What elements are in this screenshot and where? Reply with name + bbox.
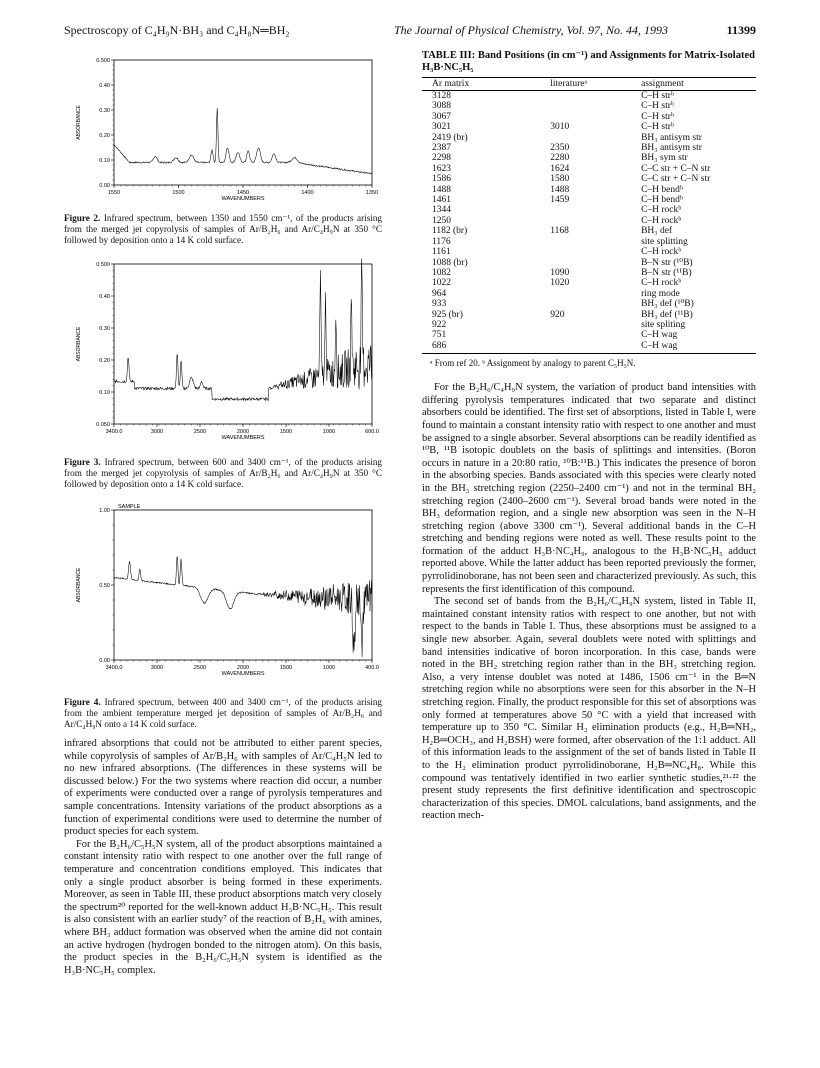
table-cell: 964	[432, 288, 447, 299]
paragraph: For the B₂H₆/C₄H₉N system, the variation of product band intensities with differing pyrolysis temperatures indicated that two separate and distinct absorbers could be identified. The first set of absorptions, listed in Table I, were found to maintain a constant intensity ratio with respect to one another and must be assigned to a single absorber. Several absorptions can be readily identified as ¹⁰B, ¹¹B isotopic doublets on the basis of splittings and intensities. (Boron occurs in nature in a 20:80 ratio, ¹⁰B:¹¹B.) This indicates the presence of boron in the absorbing species. Bands associated with this species were clearly noted in the BH₃ stretching region (2250–2400 cm⁻¹) and not in the terminal BH₂ stretching region (2400–2600 cm⁻¹). Several broad bands were noted in the BH₃ deformation region, and a single new absorption was seen in the N–H stretching region (above 3300 cm⁻¹). Several additional bands in the C–H stretching and bending regions were noted as well. These results point to the formation of the adduct H₃B·NC₄H₉, analogous to the H₃B·NC₅H₅ adduct reported above. While the latter adduct has been reported previously the former, pyrrolidinoborane, has not been seen and characterized previously. As such, this represents the first identification of this compound.	[422, 382, 756, 595]
table-cell: C–H bendᵇ	[641, 184, 683, 195]
x-tick-label: 2500	[193, 665, 207, 671]
y-tick-label: 0.20	[99, 133, 110, 139]
y-tick-label: 0.00	[99, 658, 110, 664]
table-cell	[542, 101, 629, 111]
x-axis-label: WAVENUMBERS	[221, 196, 265, 202]
table-cell: C–H rockᵇ	[641, 215, 682, 226]
header-left: Spectroscopy of C₄H₉N·BH₃ and C₄H₈N═BH₂	[64, 23, 290, 37]
y-tick-label: 0.10	[99, 390, 110, 396]
figure-4-caption: Figure 4. Infrared spectrum, between 400 and 3400 cm⁻¹, of the products arising from the ambient temperature merged jet deposition of samples of Ar/B₂H₆ and Ar/C₄H₉N onto a 14 K cold surface.	[64, 697, 383, 729]
table-cell: B–N str (¹¹B)	[641, 267, 692, 278]
y-tick-label: 0.500	[96, 262, 110, 268]
table-cell: 925 (br)	[432, 309, 463, 320]
table-title: TABLE III: Band Positions (in cm⁻¹) and Assignments for Matrix-Isolated H₃B·NC₅H₅	[422, 50, 755, 73]
table-row	[422, 258, 756, 268]
table-row	[422, 216, 756, 226]
table-row	[422, 299, 756, 309]
table-row	[422, 195, 756, 205]
running-header	[64, 23, 756, 41]
table-cell: C–H rockᵇ	[641, 278, 682, 289]
y-tick-label: 0.30	[99, 326, 110, 332]
table-cell	[542, 341, 629, 354]
table-cell: BH₃ antisym str	[641, 132, 702, 143]
table-row	[422, 341, 756, 354]
table-cell: BH₃ def (¹⁰B)	[641, 299, 694, 310]
table-cell	[542, 205, 629, 215]
table-cell	[542, 216, 629, 226]
table-cell: 920	[550, 309, 565, 320]
figure-2-spectrum	[64, 50, 382, 210]
table-row	[422, 247, 756, 257]
table-cell: 1090	[550, 267, 570, 278]
col-header: assignment	[629, 78, 756, 91]
sample-label: SAMPLE	[118, 504, 141, 510]
x-tick-label: 1500	[279, 665, 293, 671]
table-row	[422, 237, 756, 247]
table-row	[422, 112, 756, 122]
paragraph: For the B₂H₆/C₅H₅N system, all of the product absorptions maintained a constant intensity ratio with respect to one another over the full range of temperature and concentration conditions employed. This indicates that only a single product absorber is being formed in these experiments. Moreover, as seen in Table III, these product absorptions match very closely the spectrum²⁰ reported for the well-known adduct H₃B·NC₅H₅. This result is also consistent with an earlier study⁷ of the reaction of B₂H₆ with amines, where BH₃ adduct formation was observed when the amine did not contain an active hydrogen (hydrogen bonded to the nitrogen atom). On this basis, the product species in the B₂H₆/C₅H₅N system is identified as the H₃B·NC₅H₅ complex.	[64, 838, 382, 976]
journal-name: The Journal of Physical Chemistry, Vol. 97, No. 44, 1993	[394, 23, 668, 37]
table-footnote: ᵃ From ref 20. ᵇ Assignment by analogy to parent C₅H₅N.	[430, 358, 636, 369]
table-cell: 2350	[550, 143, 570, 154]
table-row	[422, 153, 756, 163]
paragraph: infrared absorptions that could not be attributed to either parent species, while copyrolysis of samples of Ar/B₂H₆ with samples of Ar/C₄H₅N led to no new infrared absorptions. (The differences in these systems will be discussed below.) For the two systems where reaction did occur, a number of experiments were conducted over a range of pyrolysis temperatures and sample concentrations. Intensity variations of the product absorptions as a function of experimental conditions were used to determine the number of product species for each system.	[64, 738, 382, 838]
table-cell: 2298	[432, 153, 451, 164]
table-cell	[542, 112, 629, 122]
table-cell: C–H rockᵇ	[641, 205, 682, 216]
table-cell: 1168	[550, 226, 569, 237]
paragraph: The second set of bands from the B₂H₆/C₄H₉N system, listed in Table II, maintained constant intensity ratios with respect to one another, but not with respect to the bands in Table I. Thus, these absorptions must be assigned to a single new absorber. Again, several doublets were noted with splittings and band intensities indicative of boron incorporation. In this case, bands were noted in the BH₂ stretching region rather than in the BH₃ stretching region. Also, a very intense doublet was noted at 1486, 1506 cm⁻¹ in the B═N stretching region while no absorptions were seen for this absorber in the N–H stretching region. Finally, the product responsible for this set of absorptions was only formed at temperatures above 50 °C with a yield that increased with temperature up to 350 °C. Similar H₂ elimination products (e.g., H₂B═NH₂, H₂B═OCH₃, and H₂BSH) were formed, after observation of the 1:1 adduct. All of this information leads to the assignment of the set of bands listed in Table II to the H₂ elimination product pyrrolidinoborane, H₂B═NC₄H₈. While this compound was tentatively identified in two earlier synthetic studies,²¹·²² the present study represents the first definitive identification and spectroscopic characterization of this species. DMOL calculations, band assignments, and the reaction mech-	[422, 596, 756, 822]
table-cell	[542, 247, 629, 257]
table-cell	[542, 289, 629, 299]
table-cell: 1161	[432, 247, 451, 258]
right-body-text	[422, 382, 756, 823]
left-column	[64, 50, 382, 977]
y-tick-label: 0.40	[99, 83, 110, 89]
x-tick-label: 2000	[236, 665, 250, 671]
table-cell: 1182 (br)	[432, 226, 468, 237]
x-tick-label: 3000	[150, 429, 164, 435]
y-axis-label: ABSORBANCE	[76, 105, 82, 140]
table-cell: C–H wag	[641, 330, 678, 341]
table-cell: 751	[432, 330, 447, 341]
y-tick-label: 0.050	[96, 422, 110, 428]
x-tick-label: 3400.0	[105, 429, 123, 435]
table-cell: 2419 (br)	[432, 132, 468, 143]
table-cell: 1020	[550, 278, 570, 289]
table-row	[422, 320, 756, 330]
table-row	[422, 278, 756, 288]
y-tick-label: 0.20	[99, 358, 110, 364]
table-cell: 1459	[550, 195, 570, 206]
table-cell: C–C str + C–N str	[641, 163, 711, 174]
y-tick-label: 0.500	[96, 58, 110, 64]
y-tick-label: 0.50	[99, 583, 110, 589]
table-row	[422, 289, 756, 299]
y-tick-label: 0.40	[99, 294, 110, 300]
table-cell	[542, 133, 629, 143]
x-tick-label: 1000	[322, 665, 336, 671]
x-tick-label: 1550	[107, 190, 121, 196]
x-tick-label: 1350	[365, 190, 379, 196]
x-tick-label: 2500	[193, 429, 207, 435]
table-cell: C–C str + C–N str	[641, 174, 711, 185]
table-cell: 3088	[432, 101, 451, 112]
table-cell: 3010	[550, 122, 570, 133]
table-cell: 922	[432, 319, 447, 330]
table-cell: 3128	[432, 91, 451, 101]
table-header-row	[422, 78, 756, 91]
y-tick-label: 0.10	[99, 158, 110, 164]
x-tick-label: 1500	[172, 190, 185, 196]
figure-2-caption: Figure 2. Infrared spectrum, between 1350 and 1550 cm⁻¹, of the products arising from the merged jet copyrolysis of samples of Ar/B₂H₆ and Ar/C₄H₉N at 350 °C followed by deposition onto a 14 K cold surface.	[64, 213, 383, 245]
table-row	[422, 268, 756, 278]
table-cell: 2387	[432, 143, 451, 154]
table-cell: B–N str (¹⁰B)	[641, 257, 693, 268]
table-cell: BH₃ def	[641, 226, 673, 237]
table-cell: ring mode	[641, 288, 680, 299]
table-row	[422, 330, 756, 340]
left-body-text	[64, 738, 382, 977]
table-cell: 3021	[432, 122, 451, 133]
x-tick-label: 2000	[236, 429, 250, 435]
table-row	[422, 185, 756, 195]
page-number: 11399	[726, 23, 756, 37]
spectrum-trace	[114, 259, 372, 401]
x-tick-label: 3400.0	[105, 665, 123, 671]
table-cell: C–H strᵇ	[641, 111, 674, 122]
table-cell: 1022	[432, 278, 451, 289]
x-tick-label: 400.0	[365, 665, 379, 671]
table-cell: C–H strᵇ	[641, 122, 674, 133]
table-row	[422, 133, 756, 143]
table-row	[422, 122, 756, 132]
table-cell: 1344	[432, 205, 451, 216]
figure-4	[64, 498, 382, 730]
table-cell: C–H strᵇ	[641, 101, 674, 112]
table-cell	[542, 330, 629, 340]
x-tick-label: 1400	[301, 190, 314, 196]
table-cell	[542, 237, 629, 247]
table-row	[422, 143, 756, 153]
table-cell	[542, 91, 629, 102]
table-cell: 1488	[550, 184, 570, 195]
y-axis-label: ABSORBANCE	[76, 567, 82, 603]
y-tick-label: 0.30	[99, 108, 110, 114]
table-row	[422, 91, 756, 102]
table-cell: 2280	[550, 153, 570, 164]
table-row	[422, 164, 756, 174]
table-row	[422, 205, 756, 215]
table-cell: 686	[422, 341, 542, 354]
figure-3-caption: Figure 3. Infrared spectrum, between 600 and 3400 cm⁻¹, of the products arising from the merged jet copyrolysis of samples of Ar/B₂H₆ and Ar/C₄H₉N at 350 °C followed by deposition onto a 14 K cold surface.	[64, 457, 383, 489]
table-cell: 3067	[432, 111, 451, 122]
table-cell: 1586	[432, 174, 451, 185]
table-cell: 1176	[432, 236, 451, 247]
table-cell: C–H strᵇ	[641, 91, 674, 101]
x-tick-label: 3000	[150, 665, 164, 671]
table-cell: 1580	[550, 174, 570, 185]
table-cell: C–H wag	[629, 341, 756, 354]
table-row	[422, 310, 756, 320]
spectrum-trace	[114, 108, 372, 174]
figure-4-spectrum	[64, 498, 382, 694]
band-table	[422, 77, 756, 354]
table-row	[422, 226, 756, 236]
table-cell: 1461	[432, 195, 451, 206]
table-cell: 1082	[432, 267, 451, 278]
table-cell	[542, 258, 629, 268]
figure-3	[64, 254, 382, 490]
x-tick-label: 1450	[236, 190, 250, 196]
y-axis-label: ABSORBANCE	[76, 326, 82, 362]
table-cell: BH₃ def (¹¹B)	[641, 309, 693, 320]
table-cell: site splitting	[641, 236, 688, 247]
table-cell: BH₃ sym str	[641, 153, 688, 164]
table-cell: C–H bendᵇ	[641, 195, 683, 206]
table-cell	[542, 320, 629, 330]
table-body	[422, 91, 756, 354]
y-tick-label: 0.00	[99, 183, 110, 189]
figure-3-spectrum	[64, 254, 382, 454]
table-cell: 933	[432, 299, 447, 310]
table-cell: 1488	[432, 184, 451, 195]
col-header: literatureᵃ	[542, 78, 629, 91]
spectrum-trace	[114, 557, 372, 658]
table-cell: 1088 (br)	[432, 257, 468, 268]
x-axis-label: WAVENUMBERS	[221, 671, 265, 677]
table-cell: 1623	[432, 163, 451, 174]
col-header: Ar matrix	[422, 78, 542, 91]
y-tick-label: 1.00	[99, 508, 110, 514]
table-row	[422, 101, 756, 111]
table-cell: BH₃ antisym str	[641, 143, 702, 154]
x-tick-label: 600.0	[365, 429, 379, 435]
x-tick-label: 1500	[279, 429, 293, 435]
table-cell: 1624	[550, 163, 570, 174]
table-cell: site spliting	[641, 319, 686, 330]
table-cell: C–H rockᵇ	[641, 247, 682, 258]
x-tick-label: 1000	[322, 429, 336, 435]
x-axis-label: WAVENUMBERS	[221, 435, 265, 441]
table-cell: 1250	[432, 215, 451, 226]
right-column	[422, 50, 756, 823]
table-row	[422, 174, 756, 184]
figure-2	[64, 50, 382, 246]
table-cell	[542, 299, 629, 309]
